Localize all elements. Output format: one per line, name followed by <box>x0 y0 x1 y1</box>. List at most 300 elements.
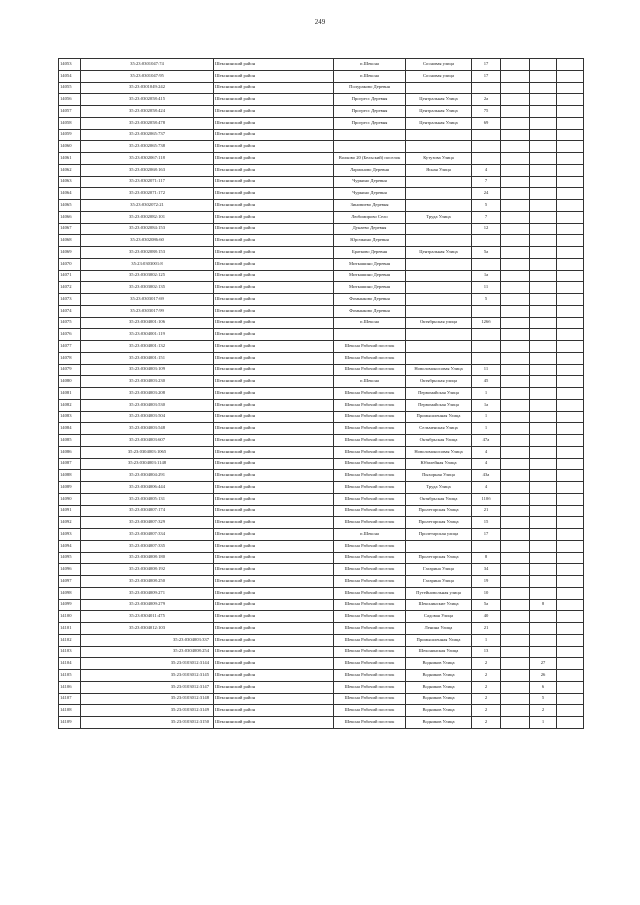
row-number: 14086 <box>59 446 81 458</box>
table-row <box>59 505 584 517</box>
district-name: Шекснинский район <box>214 611 334 623</box>
cadastral-number: 35:23:0103012:3145 <box>81 670 214 682</box>
apartment-number: 8 <box>530 599 557 611</box>
empty-cell <box>557 529 584 541</box>
house-number: 1а <box>472 399 501 411</box>
cadastral-number: 35:23:0304003:337 <box>81 634 214 646</box>
extra-cell <box>501 646 530 658</box>
house-number: 8 <box>472 552 501 564</box>
cadastral-number: 35:23:0304001:151 <box>81 352 214 364</box>
house-number: 17 <box>472 529 501 541</box>
extra-cell <box>501 423 530 435</box>
locality-name: Шексна Рабочий поселок <box>334 587 406 599</box>
district-name: Шекснинский район <box>214 529 334 541</box>
apartment-number <box>530 505 557 517</box>
locality-name: Миткашино Деревня <box>334 270 406 282</box>
table-row <box>59 717 584 729</box>
locality-name: Шексна Рабочий поселок <box>334 576 406 588</box>
street-name <box>406 82 472 94</box>
house-number <box>472 141 501 153</box>
row-number: 14103 <box>59 646 81 658</box>
apartment-number <box>530 82 557 94</box>
row-number: 14084 <box>59 423 81 435</box>
cadastral-number: 35:23:0304003:607 <box>81 435 214 447</box>
house-number: 110б <box>472 493 501 505</box>
district-name: Шекснинский район <box>214 317 334 329</box>
apartment-number <box>530 364 557 376</box>
locality-name: Шексна Рабочий поселок <box>334 505 406 517</box>
cadastral-number: 35:23:0103012:3147 <box>81 681 214 693</box>
district-name: Шекснинский район <box>214 505 334 517</box>
district-name: Шекснинский район <box>214 658 334 670</box>
district-name: Шекснинский район <box>214 517 334 529</box>
apartment-number <box>530 458 557 470</box>
district-name: Шекснинский район <box>214 282 334 294</box>
extra-cell <box>501 529 530 541</box>
house-number: 1 <box>472 423 501 435</box>
empty-cell <box>557 388 584 400</box>
house-number: 11 <box>472 282 501 294</box>
apartment-number <box>530 153 557 165</box>
empty-cell <box>557 705 584 717</box>
district-name: Шекснинский район <box>214 670 334 682</box>
extra-cell <box>501 670 530 682</box>
locality-name: Шексна Рабочий поселок <box>334 717 406 729</box>
apartment-number <box>530 540 557 552</box>
street-name: Новоломоносовая Улица <box>406 364 472 376</box>
extra-cell <box>501 59 530 71</box>
row-number: 14066 <box>59 211 81 223</box>
apartment-number <box>530 164 557 176</box>
street-name: Труда Улица <box>406 482 472 494</box>
table-row <box>59 258 584 270</box>
cadastral-number: 35:23:0302065:738 <box>81 141 214 153</box>
locality-name: Шексна Рабочий поселок <box>334 670 406 682</box>
row-number: 14101 <box>59 623 81 635</box>
cadastral-number: 35:23:0302071:172 <box>81 188 214 200</box>
apartment-number <box>530 59 557 71</box>
apartment-number <box>530 517 557 529</box>
street-name: Промышленная Улица <box>406 411 472 423</box>
table-row <box>59 305 584 317</box>
district-name: Шекснинский район <box>214 399 334 411</box>
table-row <box>59 693 584 705</box>
apartment-number <box>530 200 557 212</box>
street-name: Пыхорная Улица <box>406 470 472 482</box>
extra-cell <box>501 329 530 341</box>
street-name: Шекснинская Улица <box>406 646 472 658</box>
table-row <box>59 376 584 388</box>
locality-name: Шексна Рабочий поселок <box>334 458 406 470</box>
house-number: 4 <box>472 164 501 176</box>
table-row <box>59 70 584 82</box>
row-number: 14087 <box>59 458 81 470</box>
cadastral-number: 35:23:0304003:1065 <box>81 446 214 458</box>
district-name: Шекснинский район <box>214 435 334 447</box>
empty-cell <box>557 611 584 623</box>
apartment-number <box>530 634 557 646</box>
table-row <box>59 482 584 494</box>
row-number: 14073 <box>59 294 81 306</box>
table-row <box>59 341 584 353</box>
empty-cell <box>557 341 584 353</box>
locality-name: Шексна Рабочий поселок <box>334 681 406 693</box>
extra-cell <box>501 435 530 447</box>
row-number: 14083 <box>59 411 81 423</box>
house-number: 7 <box>472 176 501 188</box>
apartment-number <box>530 282 557 294</box>
extra-cell <box>501 294 530 306</box>
extra-cell <box>501 376 530 388</box>
row-number: 14065 <box>59 200 81 212</box>
cadastral-number: 35:23:0302071:117 <box>81 176 214 188</box>
apartment-number <box>530 552 557 564</box>
district-name: Шекснинский район <box>214 235 334 247</box>
locality-name: Прогресс Деревня <box>334 106 406 118</box>
street-name: Гагарина Улица <box>406 576 472 588</box>
row-number: 14072 <box>59 282 81 294</box>
district-name: Шекснинский район <box>214 634 334 646</box>
row-number: 14056 <box>59 94 81 106</box>
apartment-number <box>530 423 557 435</box>
empty-cell <box>557 376 584 388</box>
extra-cell <box>501 446 530 458</box>
street-name <box>406 305 472 317</box>
street-name <box>406 540 472 552</box>
locality-name: Миткашино Деревня <box>334 258 406 270</box>
row-number: 14094 <box>59 540 81 552</box>
street-name: Водников Улица <box>406 681 472 693</box>
empty-cell <box>557 482 584 494</box>
row-number: 14069 <box>59 247 81 259</box>
district-name: Шекснинский район <box>214 188 334 200</box>
street-name: Труда Улица <box>406 211 472 223</box>
cadastral-number: 35:23:0303001:8 <box>81 258 214 270</box>
district-name: Шекснинский район <box>214 294 334 306</box>
extra-cell <box>501 200 530 212</box>
street-name: Пролетарская Улица <box>406 505 472 517</box>
locality-name: Дунаево Деревня <box>334 223 406 235</box>
cadastral-number: 35:23:0304005:131 <box>81 493 214 505</box>
street-name <box>406 341 472 353</box>
house-number: 21 <box>472 623 501 635</box>
cadastral-number: 35:23:0301049:242 <box>81 82 214 94</box>
house-number <box>472 235 501 247</box>
cadastral-number: 35:23:0304007:329 <box>81 517 214 529</box>
apartment-number <box>530 188 557 200</box>
house-number: 19 <box>472 576 501 588</box>
extra-cell <box>501 540 530 552</box>
cadastral-number: 35:23:0302082:101 <box>81 211 214 223</box>
house-number <box>472 258 501 270</box>
house-number: 2 <box>472 681 501 693</box>
locality-name: Фомынково Деревня <box>334 305 406 317</box>
street-name <box>406 188 472 200</box>
district-name: Шекснинский район <box>214 94 334 106</box>
house-number: 13 <box>472 646 501 658</box>
apartment-number: 26 <box>530 670 557 682</box>
row-number: 14095 <box>59 552 81 564</box>
apartment-number <box>530 411 557 423</box>
extra-cell <box>501 717 530 729</box>
apartment-number <box>530 270 557 282</box>
empty-cell <box>557 693 584 705</box>
empty-cell <box>557 164 584 176</box>
apartment-number <box>530 317 557 329</box>
empty-cell <box>557 200 584 212</box>
house-number: 2 <box>472 717 501 729</box>
house-number <box>472 153 501 165</box>
row-number: 14091 <box>59 505 81 517</box>
cadastral-number: 35:23:0304007:334 <box>81 529 214 541</box>
empty-cell <box>557 258 584 270</box>
locality-name: Шексна Рабочий поселок <box>334 517 406 529</box>
house-number: 4 <box>472 458 501 470</box>
locality-name: Шексна Рабочий поселок <box>334 493 406 505</box>
house-number: 7 <box>472 211 501 223</box>
apartment-number: 1 <box>530 717 557 729</box>
locality-name: Чуркино Деревня <box>334 176 406 188</box>
district-name: Шекснинский район <box>214 341 334 353</box>
house-number: 1 <box>472 634 501 646</box>
empty-cell <box>557 305 584 317</box>
empty-cell <box>557 681 584 693</box>
empty-cell <box>557 458 584 470</box>
house-number: 21 <box>472 505 501 517</box>
empty-cell <box>557 364 584 376</box>
house-number: 12 <box>472 223 501 235</box>
locality-name: п.Шексна <box>334 529 406 541</box>
table-row <box>59 94 584 106</box>
house-number <box>472 329 501 341</box>
house-number: 1а <box>472 270 501 282</box>
row-number: 14063 <box>59 176 81 188</box>
cadastral-number: 35:23:0304012:103 <box>81 623 214 635</box>
row-number: 14071 <box>59 270 81 282</box>
locality-name: Волково 20 (Бельский) поселок <box>334 153 406 165</box>
extra-cell <box>501 505 530 517</box>
row-number: 14074 <box>59 305 81 317</box>
locality-name: Шексна Рабочий поселок <box>334 435 406 447</box>
table-row <box>59 423 584 435</box>
street-name: Пролетарская улица <box>406 529 472 541</box>
empty-cell <box>557 493 584 505</box>
cadastral-number: 35:23:0302058:415 <box>81 94 214 106</box>
apartment-number <box>530 399 557 411</box>
table-row <box>59 270 584 282</box>
cadastral-number: 35:23:0304003:230 <box>81 376 214 388</box>
apartment-number: 6 <box>530 681 557 693</box>
empty-cell <box>557 587 584 599</box>
table-row <box>59 540 584 552</box>
district-name: Шекснинский район <box>214 493 334 505</box>
locality-name: п.Шексна <box>334 317 406 329</box>
table-row <box>59 493 584 505</box>
empty-cell <box>557 540 584 552</box>
empty-cell <box>557 117 584 129</box>
table-row <box>59 247 584 259</box>
apartment-number: 5 <box>530 693 557 705</box>
table-row <box>59 517 584 529</box>
district-name: Шекснинский район <box>214 388 334 400</box>
row-number: 14088 <box>59 470 81 482</box>
house-number <box>472 341 501 353</box>
street-name: Первомайская Улица <box>406 388 472 400</box>
extra-cell <box>501 270 530 282</box>
locality-name: Чуркино Деревня <box>334 188 406 200</box>
table-row <box>59 435 584 447</box>
district-name: Шекснинский район <box>214 106 334 118</box>
empty-cell <box>557 599 584 611</box>
extra-cell <box>501 634 530 646</box>
cadastral-number: 35:23:0303017:69 <box>81 294 214 306</box>
district-name: Шекснинский район <box>214 693 334 705</box>
house-number: 11 <box>472 364 501 376</box>
apartment-number <box>530 576 557 588</box>
empty-cell <box>557 517 584 529</box>
extra-cell <box>501 117 530 129</box>
empty-cell <box>557 317 584 329</box>
cadastral-number: 35:23:0304007:335 <box>81 540 214 552</box>
apartment-number <box>530 106 557 118</box>
house-number: 5 <box>472 200 501 212</box>
street-name: Водников Улица <box>406 670 472 682</box>
street-name: Путейновольная улица <box>406 587 472 599</box>
apartment-number <box>530 176 557 188</box>
apartment-number <box>530 235 557 247</box>
district-name: Шекснинский район <box>214 376 334 388</box>
apartment-number <box>530 376 557 388</box>
registry-table <box>58 58 584 729</box>
row-number: 14062 <box>59 164 81 176</box>
row-number: 14057 <box>59 106 81 118</box>
table-row <box>59 634 584 646</box>
table-row <box>59 223 584 235</box>
table-row <box>59 211 584 223</box>
cadastral-number: 35:23:0103012:3150 <box>81 717 214 729</box>
street-name: Сельменская Улица <box>406 423 472 435</box>
street-name <box>406 235 472 247</box>
apartment-number <box>530 564 557 576</box>
house-number: 2 <box>472 670 501 682</box>
cadastral-number: 35:23:0304006:444 <box>81 482 214 494</box>
empty-cell <box>557 552 584 564</box>
empty-cell <box>557 282 584 294</box>
extra-cell <box>501 94 530 106</box>
row-number: 14077 <box>59 341 81 353</box>
empty-cell <box>557 176 584 188</box>
extra-cell <box>501 623 530 635</box>
registry-table-body <box>59 59 584 729</box>
street-name: Октябрьская Улица <box>406 435 472 447</box>
table-row <box>59 388 584 400</box>
table-row <box>59 411 584 423</box>
district-name: Шекснинский район <box>214 223 334 235</box>
cadastral-number: 35:23:0103012:3144 <box>81 658 214 670</box>
cadastral-number: 35:23:0302086:60 <box>81 235 214 247</box>
locality-name: Шексна Рабочий поселок <box>334 341 406 353</box>
extra-cell <box>501 399 530 411</box>
cadastral-number: 35:23:0302065:737 <box>81 129 214 141</box>
extra-cell <box>501 482 530 494</box>
extra-cell <box>501 211 530 223</box>
house-number: 2 <box>472 693 501 705</box>
apartment-number <box>530 94 557 106</box>
extra-cell <box>501 164 530 176</box>
extra-cell <box>501 470 530 482</box>
locality-name: Шексна Рабочий поселок <box>334 658 406 670</box>
house-number: 2а <box>472 94 501 106</box>
extra-cell <box>501 176 530 188</box>
district-name: Шекснинский район <box>214 200 334 212</box>
locality-name: Зиновиево Деревня <box>334 200 406 212</box>
empty-cell <box>557 247 584 259</box>
district-name: Шекснинский район <box>214 141 334 153</box>
extra-cell <box>501 705 530 717</box>
apartment-number <box>530 446 557 458</box>
empty-cell <box>557 634 584 646</box>
apartment-number <box>530 247 557 259</box>
apartment-number <box>530 470 557 482</box>
row-number: 14108 <box>59 705 81 717</box>
cadastral-number: 35:23:0304001:119 <box>81 329 214 341</box>
cadastral-number: 35:23:0302088:153 <box>81 247 214 259</box>
table-row <box>59 352 584 364</box>
extra-cell <box>501 305 530 317</box>
cadastral-number: 35:23:0304008:180 <box>81 552 214 564</box>
cadastral-number: 35:23:0304008:192 <box>81 564 214 576</box>
table-row <box>59 317 584 329</box>
street-name: Водников Улица <box>406 658 472 670</box>
extra-cell <box>501 564 530 576</box>
locality-name: Миткашино Деревня <box>334 282 406 294</box>
district-name: Шекснинский район <box>214 423 334 435</box>
locality-name: п.Шексна <box>334 70 406 82</box>
extra-cell <box>501 599 530 611</box>
cadastral-number: 35:23:0304009:279 <box>81 599 214 611</box>
street-name: Гагарина Улица <box>406 564 472 576</box>
row-number: 14093 <box>59 529 81 541</box>
district-name: Шекснинский район <box>214 129 334 141</box>
house-number: 2 <box>472 705 501 717</box>
row-number: 14078 <box>59 352 81 364</box>
locality-name: Шексна Рабочий поселок <box>334 399 406 411</box>
locality-name: Шексна Рабочий поселок <box>334 623 406 635</box>
street-name: Водников Улица <box>406 705 472 717</box>
district-name: Шекснинский район <box>214 646 334 658</box>
district-name: Шекснинский район <box>214 270 334 282</box>
locality-name: Шексна Рабочий поселок <box>334 634 406 646</box>
district-name: Шекснинский район <box>214 70 334 82</box>
extra-cell <box>501 129 530 141</box>
cadastral-number: 35:23:0304003:1148 <box>81 458 214 470</box>
row-number: 14099 <box>59 599 81 611</box>
house-number: 34 <box>472 564 501 576</box>
row-number: 14104 <box>59 658 81 670</box>
extra-cell <box>501 106 530 118</box>
street-name: Пролетарская Улица <box>406 517 472 529</box>
locality-name: Шексна Рабочий поселок <box>334 423 406 435</box>
apartment-number <box>530 493 557 505</box>
apartment-number <box>530 388 557 400</box>
table-row <box>59 200 584 212</box>
locality-name: Шексна Рабочий поселок <box>334 693 406 705</box>
table-row <box>59 529 584 541</box>
empty-cell <box>557 435 584 447</box>
locality-name: Шексна Рабочий поселок <box>334 470 406 482</box>
house-number <box>472 305 501 317</box>
extra-cell <box>501 282 530 294</box>
